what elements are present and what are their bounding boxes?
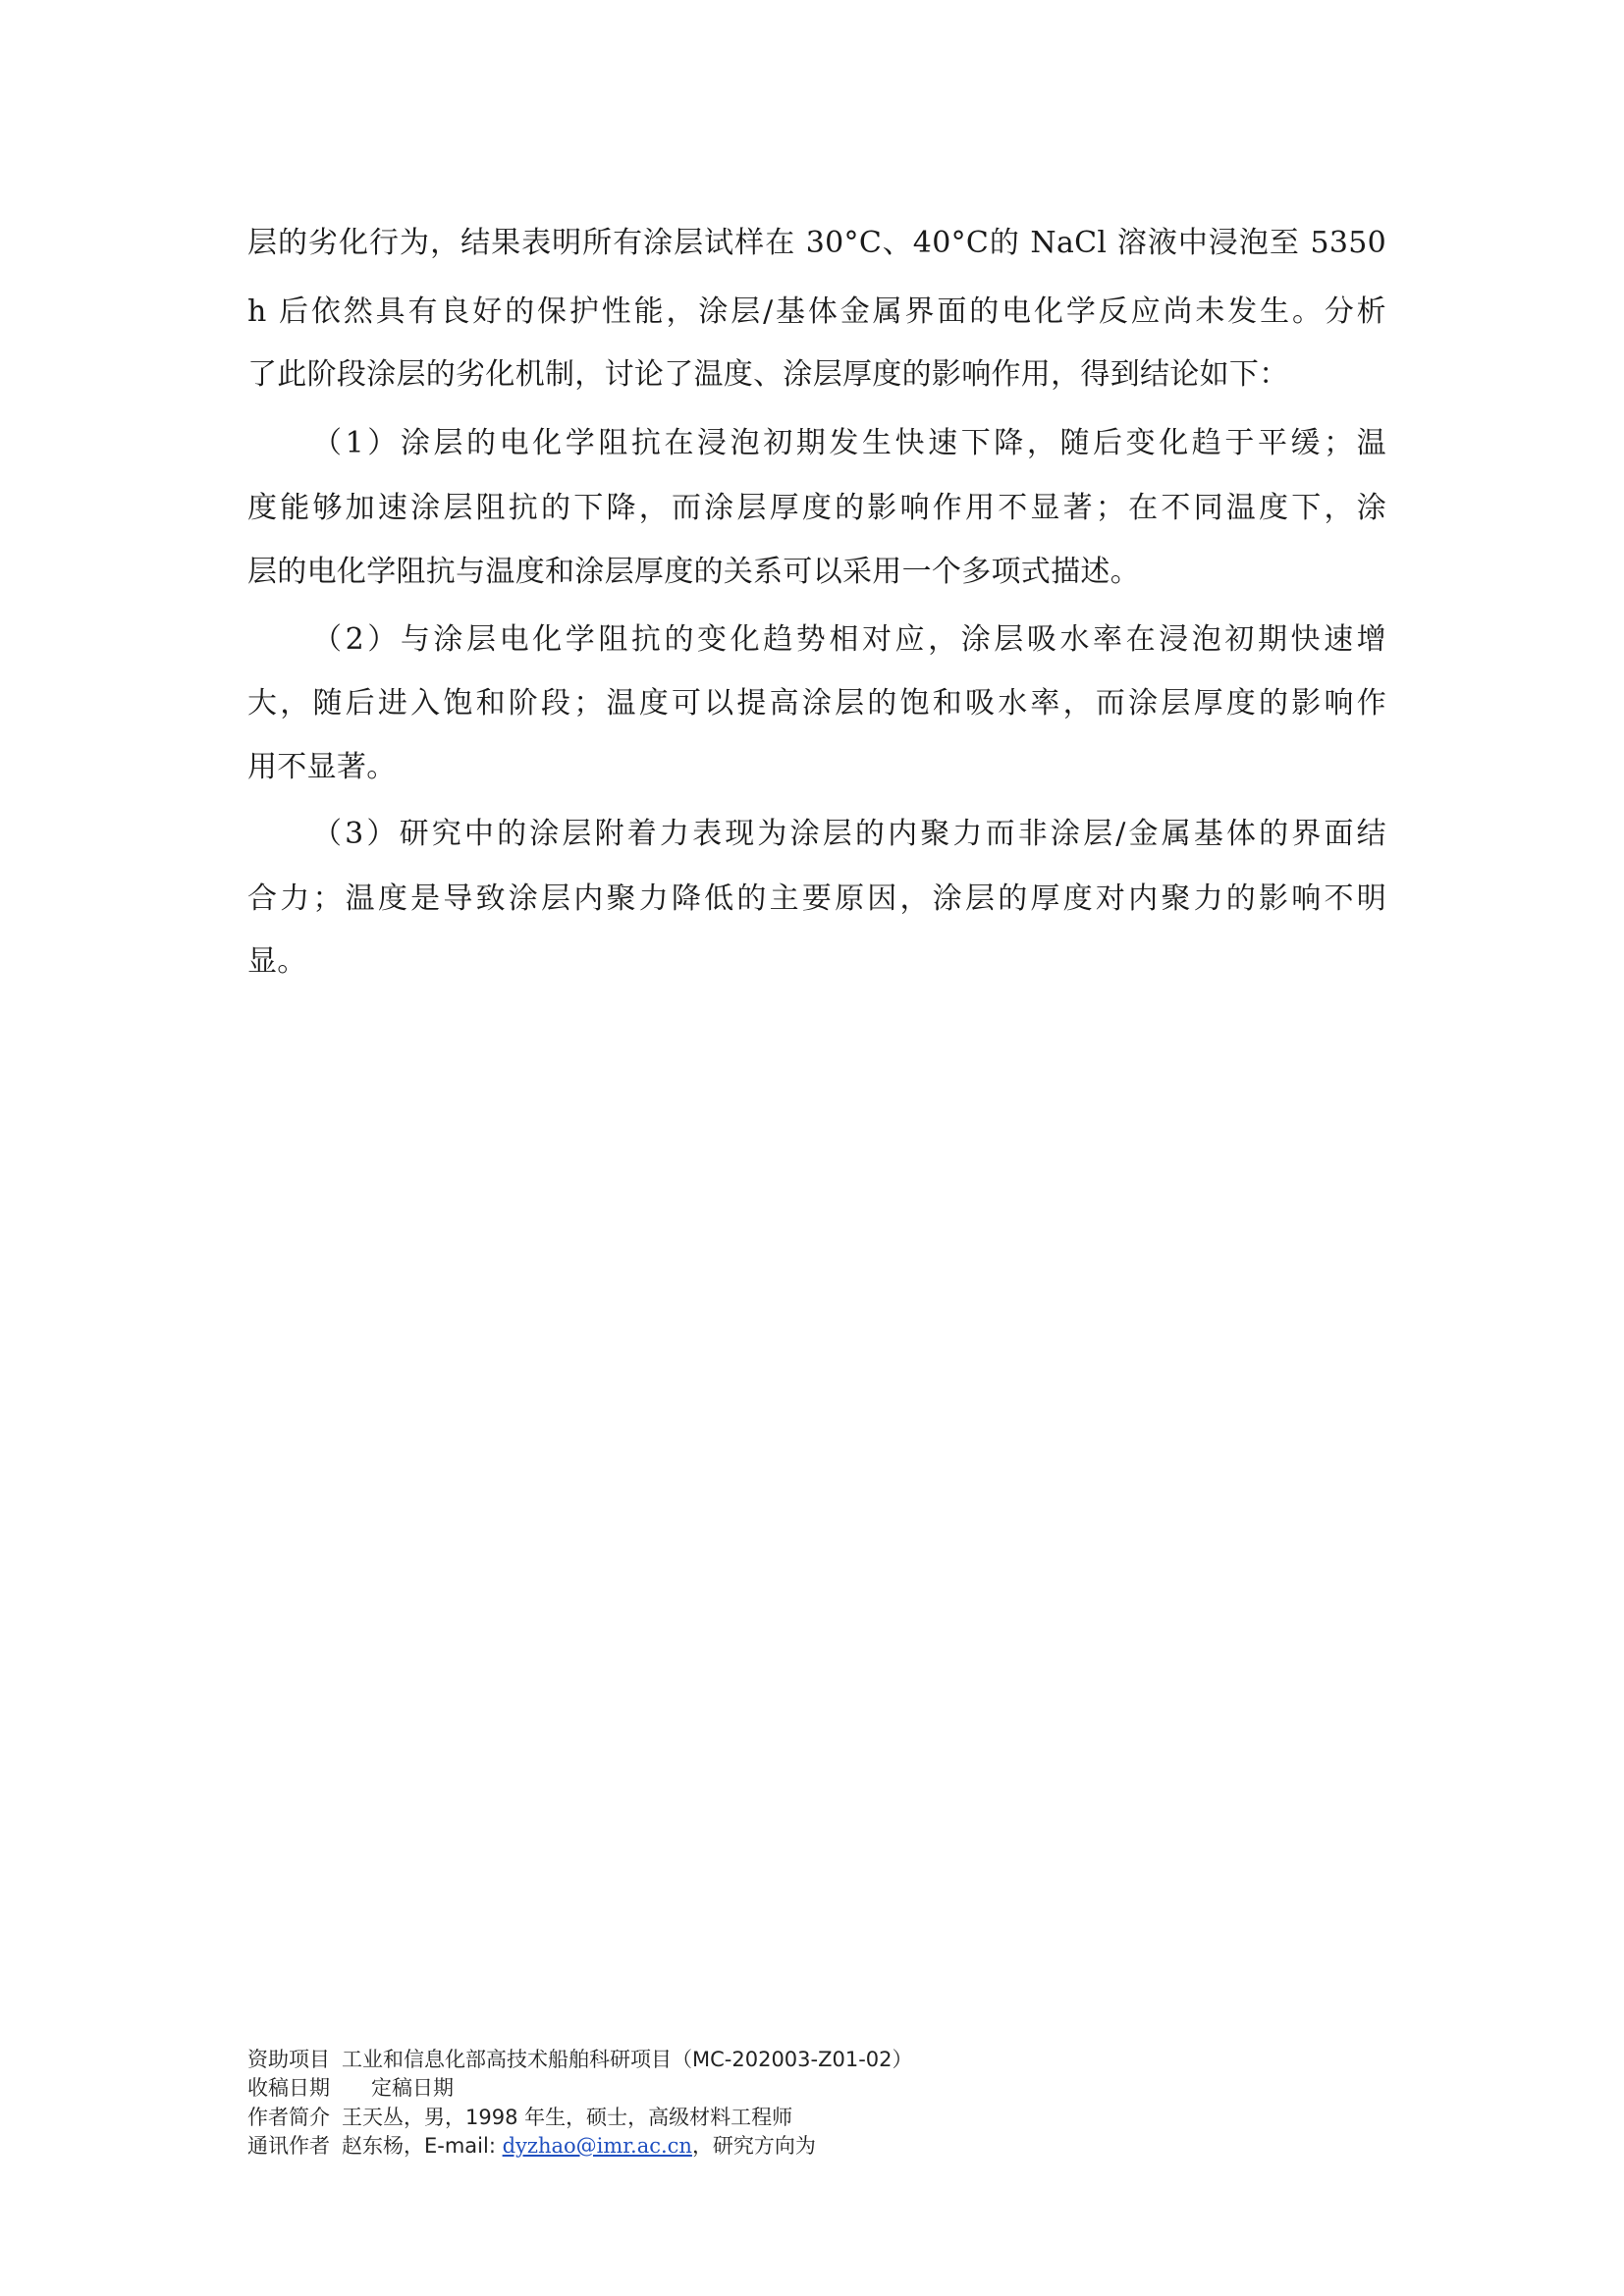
conclusion-1-line-3: 层的电化学阻抗与温度和涂层厚度的关系可以采用一个多项式描述。 — [247, 555, 1140, 589]
conclusion-3-line-1: （3）研究中的涂层附着力表现为涂层的内聚力而非涂层/金属基体的界面结 — [312, 817, 1386, 851]
body-line-2: h 后依然具有良好的保护性能，涂层/基体金属界面的电化学反应尚未发生。分析 — [247, 294, 1386, 329]
conclusion-2-line-1: （2）与涂层电化学阻抗的变化趋势相对应，涂层吸水率在浸泡初期快速增 — [312, 622, 1386, 657]
author-footnote — [247, 2104, 792, 2131]
funding-footnote — [247, 2046, 913, 2073]
conclusion-1-line-1: （1）涂层的电化学阻抗在浸泡初期发生快速下降，随后变化趋于平缓；温 — [312, 426, 1386, 460]
body-line-1: 层的劣化行为，结果表明所有涂层试样在 30°C、40°C的 NaCl 溶液中浸泡至 5350 — [247, 226, 1386, 260]
conclusion-2-line-2: 大，随后进入饱和阶段；温度可以提高涂层的饱和吸水率，而涂层厚度的影响作 — [247, 686, 1386, 721]
revised-date-label: 定稿日期 — [371, 2076, 454, 2100]
corresponding-suffix: ，研究方向为 — [691, 2134, 816, 2158]
corresponding-email-link[interactable]: dyzhao@imr.ac.cn — [502, 2134, 692, 2158]
conclusion-1-line-2: 度能够加速涂层阻抗的下降，而涂层厚度的影响作用不显著；在不同温度下，涂 — [247, 491, 1386, 525]
funding-text: 工业和信息化部高技术船舶科研项目（MC-202003-Z01-02） — [342, 2048, 913, 2071]
conclusion-3-line-2: 合力；温度是导致涂层内聚力降低的主要原因，涂层的厚度对内聚力的影响不明 — [247, 881, 1386, 916]
received-date-label: 收稿日期 — [247, 2076, 330, 2100]
author-label: 作者简介 — [247, 2106, 330, 2129]
corresponding-label: 通讯作者 — [247, 2134, 330, 2158]
dates-footnote — [247, 2074, 454, 2102]
conclusion-2-line-3: 用不显著。 — [247, 750, 397, 784]
corresponding-author-footnote — [247, 2132, 816, 2160]
corresponding-prefix: 赵东杨，E-mail: — [342, 2134, 503, 2158]
author-text: 王天丛，男，1998 年生，硕士，高级材料工程师 — [342, 2106, 793, 2129]
funding-label: 资助项目 — [247, 2048, 330, 2071]
conclusion-3-line-3: 显。 — [247, 944, 307, 979]
body-line-3: 了此阶段涂层的劣化机制，讨论了温度、涂层厚度的影响作用，得到结论如下： — [247, 357, 1289, 392]
